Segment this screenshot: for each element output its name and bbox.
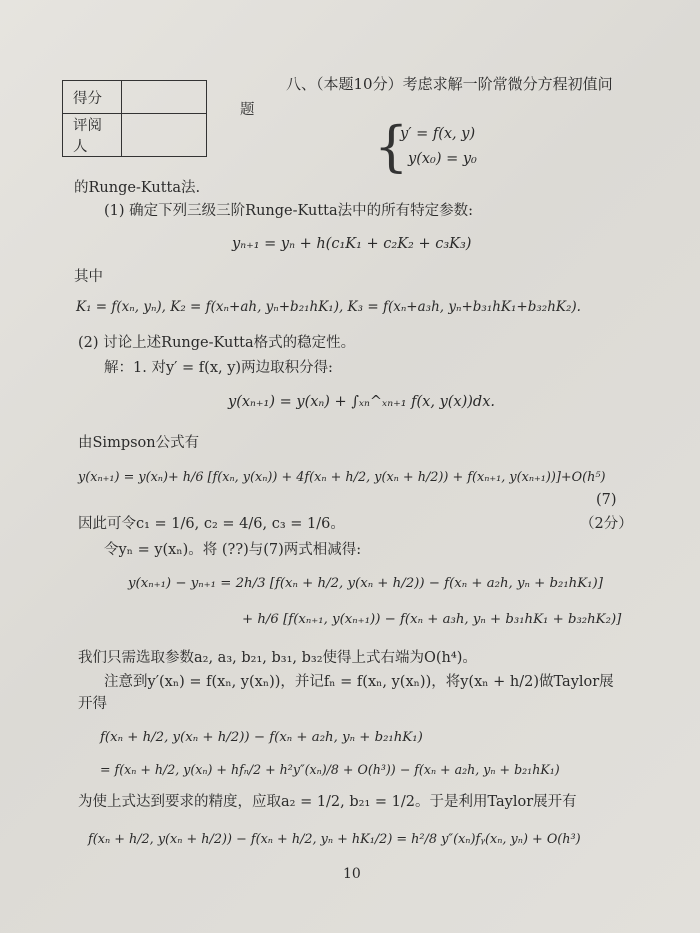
taylor-note-2: 开得 xyxy=(78,696,107,712)
c-values: 因此可令c₁ = 1/6, c₂ = 4/6, c₃ = 1/6。 xyxy=(78,516,345,532)
integral-equation: y(xₙ₊₁) = y(xₙ) + ∫ₓₙ^ₓₙ₊₁ f(x, y(x))dx. xyxy=(228,394,495,410)
subtract-step: 令yₙ = y(xₙ)。将 (??)与(7)两式相减得: xyxy=(104,542,362,558)
difference-line-1: y(xₙ₊₁) − yₙ₊₁ = 2h/3 [f(xₙ + h/2, y(xₙ + h/2)) − f(xₙ + a₂h, yₙ + b₂₁hK₁)] xyxy=(128,576,603,591)
ivp-initial-condition: y(x₀) = y₀ xyxy=(408,151,477,167)
question-1: (1) 确定下列三级三阶Runge-Kutta法中的所有特定参数: xyxy=(104,203,474,219)
accuracy-requirement: 为使上式达到要求的精度，应取a₂ = 1/2, b₂₁ = 1/2。于是利用Taylor展开有 xyxy=(78,794,577,810)
simpson-intro: 由Simpson公式有 xyxy=(78,435,200,451)
k-formulas: K₁ = f(xₙ, yₙ), K₂ = f(xₙ+ah, yₙ+b₂₁hK₁), K₃ = f(xₙ+a₃h, yₙ+b₃₁hK₁+b₃₂hK₂). xyxy=(76,299,581,315)
ivp-equation: y′ = f(x, y) xyxy=(400,126,476,142)
rk-main-formula: yₙ₊₁ = yₙ + h(c₁K₁ + c₂K₂ + c₃K₃) xyxy=(232,236,472,252)
reviewer-value-cell xyxy=(122,114,207,157)
difference-line-2: + h/6 [f(xₙ₊₁, y(xₙ₊₁)) − f(xₙ + a₃h, yₙ + b₃₁hK₁ + b₃₂hK₂)] xyxy=(242,612,622,627)
score-value-cell xyxy=(122,81,207,114)
score-table xyxy=(62,80,207,157)
rk-method-line: 的Runge-Kutta法. xyxy=(74,180,201,196)
score-label: 得分 xyxy=(63,81,122,114)
question-2: (2) 讨论上述Runge-Kutta格式的稳定性。 xyxy=(78,335,356,351)
final-taylor-formula: f(xₙ + h/2, y(xₙ + h/2)) − f(xₙ + h/2, yₙ + hK₁/2) = h²/8 y″(xₙ)fᵧ(xₙ, yₙ) + O(h³) xyxy=(88,832,581,847)
where-label: 其中 xyxy=(74,269,103,285)
page-number: 10 xyxy=(343,866,361,882)
points-awarded: （2分） xyxy=(580,516,633,532)
problem-heading-tail: 题 xyxy=(240,102,255,118)
parameter-choice: 我们只需选取参数a₂, a₃, b₂₁, b₃₁, b₃₂使得上式右端为O(h⁴)。 xyxy=(78,650,477,666)
problem-heading: 八、（本题10分）考虑求解一阶常微分方程初值问 xyxy=(286,75,613,93)
reviewer-label: 评阅人 xyxy=(63,114,122,157)
taylor-line-2: = f(xₙ + h/2, y(xₙ) + hfₙ/2 + h²y″(xₙ)/8 + O(h³)) − f(xₙ + a₂h, yₙ + b₂₁hK₁) xyxy=(100,762,560,777)
solution-line-1: 解：1. 对y′ = f(x, y)两边取积分得: xyxy=(104,360,333,376)
taylor-note-1: 注意到y′(xₙ) = f(xₙ, y(xₙ))，并记fₙ = f(xₙ, y(xₙ))，将y(xₙ + h/2)做Taylor展 xyxy=(104,674,614,690)
system-brace: { xyxy=(374,115,409,178)
equation-tag: (7) xyxy=(596,492,617,508)
simpson-formula: y(xₙ₊₁) = y(xₙ)+ h/6 [f(xₙ, y(xₙ)) + 4f(xₙ + h/2, y(xₙ + h/2)) + f(xₙ₊₁, y(xₙ₊₁))]+O(h⁵) xyxy=(78,470,606,485)
taylor-line-1: f(xₙ + h/2, y(xₙ + h/2)) − f(xₙ + a₂h, yₙ + b₂₁hK₁) xyxy=(100,730,423,745)
